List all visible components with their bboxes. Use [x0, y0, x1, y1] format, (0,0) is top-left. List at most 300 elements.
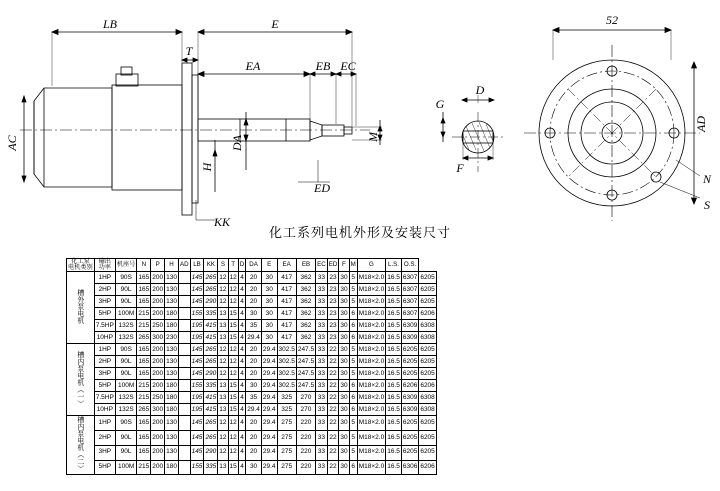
cell-M: 5	[349, 356, 357, 368]
cell-LS: 16.5	[386, 344, 402, 356]
cell-S: 12	[218, 431, 228, 446]
dimension-table	[66, 258, 437, 475]
table-group-cell: 槽内泵电机（一）	[67, 344, 95, 416]
cell-EC: 33	[316, 460, 328, 475]
cell-EB: 247.5	[296, 380, 315, 392]
cell-EA: 417	[277, 272, 296, 284]
cell-N: 215	[137, 392, 151, 404]
cell-P: 200	[151, 284, 165, 296]
cell-P: 200	[151, 308, 165, 320]
cell-EA: 302.5	[277, 380, 296, 392]
cell-D: 4	[238, 344, 245, 356]
th-EB: EB	[296, 259, 315, 272]
cell-power: 2HP	[94, 284, 115, 296]
cell-H: 180	[165, 380, 179, 392]
dim-label-T: T	[185, 44, 193, 58]
cell-F: 30	[339, 404, 349, 416]
cell-H: 180	[165, 460, 179, 475]
dim-label-LB: LB	[102, 17, 118, 31]
table-body	[67, 272, 437, 475]
cell-LB: 145	[190, 344, 204, 356]
cell-DA: 20	[246, 284, 262, 296]
cell-DA: 20	[246, 296, 262, 308]
cell-P: 300	[151, 332, 165, 344]
cell-F: 30	[339, 272, 349, 284]
cell-M: 6	[349, 404, 357, 416]
cell-F: 30	[339, 320, 349, 332]
cell-LB: 195	[190, 332, 204, 344]
cell-G: M18×2.0	[357, 431, 385, 446]
cell-S: 13	[218, 332, 228, 344]
cell-G: M18×2.0	[357, 344, 385, 356]
cell-EB: 220	[296, 445, 315, 460]
cell-G: M18×2.0	[357, 356, 385, 368]
cell-D: 4	[238, 380, 245, 392]
cell-D: 4	[238, 296, 245, 308]
cell-DA: 29.4	[246, 332, 262, 344]
table-group-cell: 槽内泵电机（二）	[67, 416, 95, 475]
th-E: E	[261, 259, 277, 272]
cell-P: 200	[151, 460, 165, 475]
th-P: P	[151, 259, 165, 272]
cell-ED: 22	[327, 380, 339, 392]
cell-H: 130	[165, 416, 179, 431]
cell-frame: 132S	[115, 320, 137, 332]
cell-P: 200	[151, 296, 165, 308]
cell-D: 4	[238, 284, 245, 296]
table-row	[67, 356, 437, 368]
cell-EB: 220	[296, 460, 315, 475]
th-power: 输出 功率	[94, 259, 115, 272]
cell-OS: 6307	[401, 272, 418, 284]
cell-power: 1HP	[94, 272, 115, 284]
cell-S: 12	[218, 416, 228, 431]
cell-ED: 22	[327, 431, 339, 446]
cell-D: 4	[238, 416, 245, 431]
cell-H: 180	[165, 308, 179, 320]
cell-EA: 417	[277, 284, 296, 296]
cell-LS: 16.5	[386, 272, 402, 284]
table-row	[67, 344, 437, 356]
cell-OS2: 6205	[419, 284, 436, 296]
dim-label-N: N	[702, 172, 712, 186]
th-M: M	[349, 259, 357, 272]
cell-EB: 362	[296, 308, 315, 320]
dim-label-D: D	[475, 83, 485, 97]
cell-OS: 6205	[401, 356, 418, 368]
cell-D: 4	[238, 332, 245, 344]
cell-T: 15	[228, 332, 238, 344]
cell-ED: 22	[327, 356, 339, 368]
cell-OS: 6307	[401, 284, 418, 296]
cell-AD	[178, 284, 190, 296]
cell-D: 4	[238, 445, 245, 460]
cell-M: 5	[349, 296, 357, 308]
cell-EA: 417	[277, 296, 296, 308]
cell-DA: 29.4	[246, 404, 262, 416]
cell-ED: 22	[327, 404, 339, 416]
cell-G: M18×2.0	[357, 284, 385, 296]
cell-KK: 335	[204, 380, 218, 392]
cell-power: 5HP	[94, 460, 115, 475]
cell-G: M18×2.0	[357, 296, 385, 308]
cell-power: 3HP	[94, 368, 115, 380]
cell-T: 12	[228, 344, 238, 356]
cell-EB: 362	[296, 320, 315, 332]
cell-LB: 145	[190, 431, 204, 446]
cell-N: 215	[137, 460, 151, 475]
cell-S: 13	[218, 392, 228, 404]
cell-LS: 16.5	[386, 356, 402, 368]
cell-EC: 33	[316, 344, 328, 356]
cell-ED: 23	[327, 284, 339, 296]
dim-label-E: E	[271, 17, 279, 31]
cell-E: 29.4	[261, 356, 277, 368]
cell-OS: 6309	[401, 332, 418, 344]
cell-ED: 22	[327, 392, 339, 404]
cell-power: 1HP	[94, 416, 115, 431]
cell-OS: 6307	[401, 308, 418, 320]
cell-D: 4	[238, 368, 245, 380]
cell-frame: 90S	[115, 272, 137, 284]
dim-label-F: F	[456, 161, 464, 175]
th-group: 化工泵 电机类别	[68, 258, 93, 272]
cell-M: 6	[349, 332, 357, 344]
cell-KK: 335	[204, 308, 218, 320]
cell-E: 29.4	[261, 392, 277, 404]
cell-DA: 35	[246, 320, 262, 332]
cell-OS: 6307	[401, 296, 418, 308]
dim-label-M: M	[366, 132, 380, 142]
cell-S: 13	[218, 380, 228, 392]
cell-OS2: 6205	[419, 431, 436, 446]
cell-EC: 33	[316, 356, 328, 368]
cell-LS: 16.5	[386, 445, 402, 460]
cell-N: 215	[137, 308, 151, 320]
cell-E: 29.4	[261, 460, 277, 475]
cell-P: 200	[151, 431, 165, 446]
cell-frame: 132S	[115, 404, 137, 416]
cell-N: 165	[137, 344, 151, 356]
cell-T: 12	[228, 284, 238, 296]
cell-OS2: 6206	[419, 308, 436, 320]
table-row	[67, 284, 437, 296]
cell-EA: 417	[277, 308, 296, 320]
cell-power: 5HP	[94, 380, 115, 392]
cell-G: M18×2.0	[357, 272, 385, 284]
cell-frame: 90L	[115, 296, 137, 308]
cell-F: 30	[339, 344, 349, 356]
cell-G: M18×2.0	[357, 460, 385, 475]
cell-OS2: 6308	[419, 320, 436, 332]
cell-KK: 265	[204, 272, 218, 284]
th-LS: L.S.	[386, 259, 402, 272]
cell-frame: 90L	[115, 368, 137, 380]
cell-OS: 6309	[401, 392, 418, 404]
cell-OS: 6309	[401, 320, 418, 332]
cell-S: 12	[218, 368, 228, 380]
cell-F: 30	[339, 431, 349, 446]
table-head	[67, 259, 437, 272]
cell-E: 29.4	[261, 344, 277, 356]
cell-M: 5	[349, 445, 357, 460]
cell-S: 13	[218, 320, 228, 332]
cell-power: 3HP	[94, 445, 115, 460]
cell-LB: 155	[190, 308, 204, 320]
cell-EC: 33	[316, 416, 328, 431]
cell-LB: 155	[190, 460, 204, 475]
cell-power: 1HP	[94, 344, 115, 356]
th-G: G	[357, 259, 385, 272]
cell-F: 30	[339, 356, 349, 368]
cell-P: 200	[151, 445, 165, 460]
cell-M: 5	[349, 344, 357, 356]
cell-LS: 16.5	[386, 392, 402, 404]
cell-AD	[178, 445, 190, 460]
table-row	[67, 368, 437, 380]
cell-AD	[178, 431, 190, 446]
cell-S: 12	[218, 284, 228, 296]
cell-D: 4	[238, 404, 245, 416]
cell-OS2: 6205	[419, 368, 436, 380]
cell-ED: 23	[327, 296, 339, 308]
table-row	[67, 332, 437, 344]
cell-F: 30	[339, 296, 349, 308]
cell-power: 2HP	[94, 356, 115, 368]
cell-ED: 22	[327, 460, 339, 475]
cell-OS2: 6205	[419, 445, 436, 460]
cell-EC: 33	[316, 308, 328, 320]
cell-AD	[178, 416, 190, 431]
dim-label-AC: AC	[5, 135, 19, 151]
cell-DA: 20	[246, 356, 262, 368]
dim-label-KK: KK	[213, 215, 231, 229]
cell-power: 5HP	[94, 308, 115, 320]
cell-P: 200	[151, 356, 165, 368]
cell-LS: 16.5	[386, 416, 402, 431]
cell-M: 5	[349, 431, 357, 446]
cell-OS2: 6205	[419, 356, 436, 368]
cell-frame: 90L	[115, 356, 137, 368]
table-row	[67, 445, 437, 460]
cell-LS: 16.5	[386, 380, 402, 392]
cell-EC: 33	[316, 332, 328, 344]
cell-EC: 33	[316, 284, 328, 296]
cell-H: 180	[165, 392, 179, 404]
cell-LB: 145	[190, 356, 204, 368]
cell-P: 250	[151, 320, 165, 332]
cell-F: 30	[339, 445, 349, 460]
cell-E: 30	[261, 284, 277, 296]
cell-LB: 195	[190, 392, 204, 404]
th-N: N	[137, 259, 151, 272]
cell-KK: 290	[204, 445, 218, 460]
cell-EB: 270	[296, 404, 315, 416]
cell-EC: 33	[316, 272, 328, 284]
cell-D: 4	[238, 431, 245, 446]
cell-EB: 247.5	[296, 356, 315, 368]
cell-EC: 33	[316, 368, 328, 380]
th-EC: EC	[316, 259, 328, 272]
cell-LS: 16.5	[386, 404, 402, 416]
cell-DA: 35	[246, 392, 262, 404]
cell-ED: 23	[327, 320, 339, 332]
cell-S: 13	[218, 404, 228, 416]
cell-LS: 16.5	[386, 296, 402, 308]
cell-power: 10HP	[94, 332, 115, 344]
dim-label-EC: EC	[340, 59, 356, 73]
cell-EA: 275	[277, 445, 296, 460]
cell-G: M18×2.0	[357, 416, 385, 431]
th-S: S	[218, 259, 228, 272]
cell-AD	[178, 308, 190, 320]
cell-LB: 145	[190, 284, 204, 296]
th-KK: KK	[204, 259, 218, 272]
cell-EA: 275	[277, 416, 296, 431]
cell-EB: 362	[296, 284, 315, 296]
cell-KK: 290	[204, 296, 218, 308]
cell-M: 6	[349, 392, 357, 404]
table-row	[67, 308, 437, 320]
cell-KK: 335	[204, 460, 218, 475]
cell-frame: 90S	[115, 344, 137, 356]
cell-P: 200	[151, 272, 165, 284]
cell-OS2: 6205	[419, 344, 436, 356]
cell-D: 4	[238, 392, 245, 404]
cell-E: 29.4	[261, 404, 277, 416]
cell-KK: 415	[204, 404, 218, 416]
cell-E: 30	[261, 320, 277, 332]
cell-EB: 362	[296, 272, 315, 284]
table-row	[67, 416, 437, 431]
th-AD: AD	[178, 259, 190, 272]
th-OS: O.S.	[401, 259, 418, 272]
cell-E: 30	[261, 296, 277, 308]
cell-E: 29.4	[261, 380, 277, 392]
cell-P: 200	[151, 344, 165, 356]
cell-T: 15	[228, 320, 238, 332]
cell-P: 200	[151, 416, 165, 431]
cell-frame: 100M	[115, 460, 137, 475]
cell-F: 30	[339, 460, 349, 475]
dim-label-AD: AD	[694, 116, 708, 132]
cell-OS: 6309	[401, 404, 418, 416]
cell-EA: 325	[277, 392, 296, 404]
cell-frame: 90L	[115, 284, 137, 296]
cell-D: 4	[238, 460, 245, 475]
cell-DA: 30	[246, 460, 262, 475]
cell-H: 130	[165, 356, 179, 368]
cell-F: 30	[339, 416, 349, 431]
cell-G: M18×2.0	[357, 392, 385, 404]
cell-T: 12	[228, 296, 238, 308]
cell-F: 30	[339, 368, 349, 380]
cell-OS2: 6308	[419, 332, 436, 344]
dim-label-H: H	[200, 162, 214, 172]
cell-DA: 20	[246, 431, 262, 446]
cell-frame: 132S	[115, 392, 137, 404]
cell-S: 13	[218, 460, 228, 475]
cell-KK: 265	[204, 431, 218, 446]
table-row	[67, 392, 437, 404]
cell-frame: 100M	[115, 308, 137, 320]
cell-OS2: 6205	[419, 296, 436, 308]
cell-OS2: 6205	[419, 272, 436, 284]
cell-KK: 265	[204, 356, 218, 368]
th-D: D	[238, 259, 245, 272]
cell-M: 5	[349, 416, 357, 431]
cell-KK: 290	[204, 368, 218, 380]
cell-S: 12	[218, 445, 228, 460]
cell-D: 4	[238, 356, 245, 368]
dim-label-G: G	[435, 97, 445, 111]
cell-OS: 6205	[401, 368, 418, 380]
th-ED: ED	[327, 259, 339, 272]
cell-EB: 362	[296, 296, 315, 308]
table-row	[67, 296, 437, 308]
cell-T: 15	[228, 380, 238, 392]
cell-AD	[178, 332, 190, 344]
table-row	[67, 404, 437, 416]
cell-OS: 6205	[401, 416, 418, 431]
cell-E: 30	[261, 308, 277, 320]
cell-frame: 90S	[115, 416, 137, 431]
cell-N: 165	[137, 284, 151, 296]
cell-LS: 16.5	[386, 284, 402, 296]
cell-KK: 265	[204, 344, 218, 356]
cell-KK: 415	[204, 320, 218, 332]
cell-ED: 22	[327, 445, 339, 460]
cell-LS: 16.5	[386, 308, 402, 320]
cell-H: 130	[165, 272, 179, 284]
cell-E: 30	[261, 272, 277, 284]
cell-E: 29.4	[261, 368, 277, 380]
cell-N: 165	[137, 296, 151, 308]
cell-H: 180	[165, 320, 179, 332]
cell-S: 13	[218, 308, 228, 320]
cell-power: 3HP	[94, 296, 115, 308]
cell-OS: 6205	[401, 431, 418, 446]
cell-G: M18×2.0	[357, 332, 385, 344]
cell-AD	[178, 344, 190, 356]
table-row	[67, 431, 437, 446]
cell-power: 7.5HP	[94, 320, 115, 332]
cell-LB: 145	[190, 272, 204, 284]
cell-EC: 33	[316, 380, 328, 392]
cell-M: 5	[349, 272, 357, 284]
cell-F: 30	[339, 392, 349, 404]
cell-N: 215	[137, 380, 151, 392]
figure-caption: 化工系列电机外形及安装尺寸	[268, 226, 451, 241]
cell-EA: 302.5	[277, 356, 296, 368]
cell-G: M18×2.0	[357, 380, 385, 392]
cell-OS2: 6206	[419, 460, 436, 475]
cell-AD	[178, 368, 190, 380]
cell-KK: 265	[204, 416, 218, 431]
cell-OS2: 6308	[419, 392, 436, 404]
cell-AD	[178, 320, 190, 332]
cell-M: 5	[349, 368, 357, 380]
cell-EA: 417	[277, 332, 296, 344]
cell-F: 30	[339, 332, 349, 344]
cell-EB: 247.5	[296, 344, 315, 356]
cell-H: 130	[165, 431, 179, 446]
cell-AD	[178, 392, 190, 404]
cell-frame: 100M	[115, 380, 137, 392]
cell-P: 250	[151, 392, 165, 404]
cell-power: 7.5HP	[94, 392, 115, 404]
dim-label-ED: ED	[314, 181, 330, 195]
